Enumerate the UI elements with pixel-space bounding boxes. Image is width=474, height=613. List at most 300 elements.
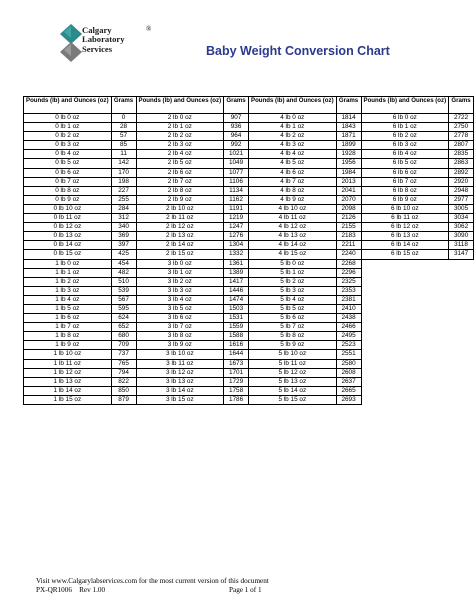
- weight-lb-oz-cell: 0 lb 0 oz: [24, 114, 112, 123]
- weight-lb-oz-cell: 1 lb 14 oz: [24, 386, 112, 395]
- weight-grams-cell: 2693: [336, 395, 361, 404]
- weight-lb-oz-cell: 5 lb 1 oz: [249, 268, 337, 277]
- weight-lb-oz-cell: 4 lb 7 oz: [249, 177, 337, 186]
- weight-grams-cell: 2523: [336, 341, 361, 350]
- weight-grams-cell: 765: [111, 359, 136, 368]
- column-header-pounds-ounces: Pounds (lb) and Ounces (oz): [249, 97, 337, 114]
- column-header-pounds-ounces: Pounds (lb) and Ounces (oz): [136, 97, 224, 114]
- table-row: [24, 395, 474, 404]
- weight-grams-cell: 1814: [336, 114, 361, 123]
- weight-lb-oz-cell: 4 lb 6 oz: [249, 168, 337, 177]
- weight-grams-cell: 425: [111, 250, 136, 259]
- weight-grams-cell: 0: [111, 114, 136, 123]
- weight-lb-oz-cell: 5 lb 13 oz: [249, 377, 337, 386]
- weight-lb-oz-cell: 2 lb 14 oz: [136, 241, 224, 250]
- weight-grams-cell: 340: [111, 223, 136, 232]
- weight-lb-oz-cell: 0 lb 6 oz: [24, 168, 112, 177]
- table-row: [24, 368, 474, 377]
- column-header-pounds-ounces: Pounds (lb) and Ounces (oz): [24, 97, 112, 114]
- weight-grams-cell: 2070: [336, 195, 361, 204]
- weight-lb-oz-cell: 0 lb 5 oz: [24, 159, 112, 168]
- weight-lb-oz-cell: 4 lb 5 oz: [249, 159, 337, 168]
- weight-lb-oz-cell: 1 lb 8 oz: [24, 332, 112, 341]
- weight-grams-cell: 312: [111, 214, 136, 223]
- weight-lb-oz-cell: 6 lb 5 oz: [361, 159, 449, 168]
- weight-grams-cell: 2637: [336, 377, 361, 386]
- weight-grams-cell: 2155: [336, 223, 361, 232]
- weight-lb-oz-cell: 3 lb 14 oz: [136, 386, 224, 395]
- weight-lb-oz-cell: 3 lb 2 oz: [136, 277, 224, 286]
- table-row: [24, 359, 474, 368]
- weight-lb-oz-cell: 3 lb 12 oz: [136, 368, 224, 377]
- table-row: [24, 123, 474, 132]
- column-header-grams: Grams: [449, 97, 474, 114]
- weight-grams-cell: 964: [224, 132, 249, 141]
- weight-grams-cell: 737: [111, 350, 136, 359]
- weight-lb-oz-cell: 0 lb 1 oz: [24, 123, 112, 132]
- weight-grams-cell: 2750: [449, 123, 474, 132]
- column-header-grams: Grams: [224, 97, 249, 114]
- weight-grams-cell: 1219: [224, 214, 249, 223]
- empty-cell: [449, 314, 474, 323]
- weight-grams-cell: 2126: [336, 214, 361, 223]
- weight-lb-oz-cell: 5 lb 6 oz: [249, 314, 337, 323]
- weight-lb-oz-cell: 2 lb 7 oz: [136, 177, 224, 186]
- weight-grams-cell: 879: [111, 395, 136, 404]
- table-row: [24, 377, 474, 386]
- weight-grams-cell: 2268: [336, 259, 361, 268]
- weight-lb-oz-cell: 3 lb 13 oz: [136, 377, 224, 386]
- weight-grams-cell: 2948: [449, 186, 474, 195]
- empty-cell: [449, 259, 474, 268]
- weight-lb-oz-cell: 2 lb 4 oz: [136, 150, 224, 159]
- weight-lb-oz-cell: 4 lb 2 oz: [249, 132, 337, 141]
- weight-lb-oz-cell: 2 lb 12 oz: [136, 223, 224, 232]
- weight-grams-cell: 1077: [224, 168, 249, 177]
- weight-lb-oz-cell: 1 lb 12 oz: [24, 368, 112, 377]
- empty-cell: [449, 295, 474, 304]
- weight-lb-oz-cell: 1 lb 13 oz: [24, 377, 112, 386]
- empty-cell: [361, 359, 449, 368]
- weight-grams-cell: 822: [111, 377, 136, 386]
- weight-lb-oz-cell: 6 lb 14 oz: [361, 241, 449, 250]
- empty-cell: [361, 277, 449, 286]
- weight-lb-oz-cell: 1 lb 7 oz: [24, 323, 112, 332]
- weight-lb-oz-cell: 5 lb 14 oz: [249, 386, 337, 395]
- weight-grams-cell: 1304: [224, 241, 249, 250]
- weight-lb-oz-cell: 2 lb 15 oz: [136, 250, 224, 259]
- table-body: [24, 114, 474, 405]
- weight-grams-cell: 1871: [336, 132, 361, 141]
- weight-lb-oz-cell: 6 lb 11 oz: [361, 214, 449, 223]
- column-header-grams: Grams: [111, 97, 136, 114]
- weight-grams-cell: 1247: [224, 223, 249, 232]
- weight-grams-cell: 1503: [224, 304, 249, 313]
- empty-cell: [361, 259, 449, 268]
- weight-grams-cell: 1162: [224, 195, 249, 204]
- weight-grams-cell: 1049: [224, 159, 249, 168]
- weight-lb-oz-cell: 0 lb 10 oz: [24, 204, 112, 213]
- weight-lb-oz-cell: 3 lb 0 oz: [136, 259, 224, 268]
- empty-cell: [361, 395, 449, 404]
- weight-grams-cell: 539: [111, 286, 136, 295]
- weight-lb-oz-cell: 2 lb 1 oz: [136, 123, 224, 132]
- weight-lb-oz-cell: 4 lb 15 oz: [249, 250, 337, 259]
- empty-cell: [449, 350, 474, 359]
- empty-cell: [449, 323, 474, 332]
- weight-lb-oz-cell: 6 lb 1 oz: [361, 123, 449, 132]
- weight-grams-cell: 1332: [224, 250, 249, 259]
- weight-grams-cell: 1616: [224, 341, 249, 350]
- page-title: Baby Weight Conversion Chart: [206, 44, 390, 58]
- weight-lb-oz-cell: 6 lb 12 oz: [361, 223, 449, 232]
- weight-grams-cell: 1191: [224, 204, 249, 213]
- weight-grams-cell: 1559: [224, 323, 249, 332]
- weight-lb-oz-cell: 5 lb 0 oz: [249, 259, 337, 268]
- weight-lb-oz-cell: 3 lb 6 oz: [136, 314, 224, 323]
- weight-grams-cell: 652: [111, 323, 136, 332]
- weight-lb-oz-cell: 3 lb 8 oz: [136, 332, 224, 341]
- registered-mark: ®: [146, 25, 152, 33]
- table-row: [24, 186, 474, 195]
- empty-cell: [449, 277, 474, 286]
- weight-grams-cell: 3005: [449, 204, 474, 213]
- weight-lb-oz-cell: 4 lb 13 oz: [249, 232, 337, 241]
- weight-lb-oz-cell: 4 lb 4 oz: [249, 150, 337, 159]
- empty-cell: [361, 295, 449, 304]
- weight-lb-oz-cell: 4 lb 8 oz: [249, 186, 337, 195]
- weight-grams-cell: 2098: [336, 204, 361, 213]
- weight-grams-cell: 2977: [449, 195, 474, 204]
- weight-grams-cell: 1786: [224, 395, 249, 404]
- table-row: [24, 141, 474, 150]
- weight-lb-oz-cell: 3 lb 9 oz: [136, 341, 224, 350]
- weight-grams-cell: 1588: [224, 332, 249, 341]
- table-row: [24, 132, 474, 141]
- weight-grams-cell: 2240: [336, 250, 361, 259]
- empty-cell: [449, 359, 474, 368]
- weight-lb-oz-cell: 2 lb 0 oz: [136, 114, 224, 123]
- weight-lb-oz-cell: 0 lb 2 oz: [24, 132, 112, 141]
- table-row: [24, 386, 474, 395]
- weight-lb-oz-cell: 4 lb 0 oz: [249, 114, 337, 123]
- weight-lb-oz-cell: 5 lb 9 oz: [249, 341, 337, 350]
- weight-grams-cell: 1417: [224, 277, 249, 286]
- weight-grams-cell: 936: [224, 123, 249, 132]
- weight-grams-cell: 2325: [336, 277, 361, 286]
- table-row: [24, 268, 474, 277]
- weight-grams-cell: 1843: [336, 123, 361, 132]
- weight-lb-oz-cell: 1 lb 1 oz: [24, 268, 112, 277]
- weight-lb-oz-cell: 5 lb 5 oz: [249, 304, 337, 313]
- table-row: [24, 350, 474, 359]
- weight-grams-cell: 11: [111, 150, 136, 159]
- weight-lb-oz-cell: 6 lb 6 oz: [361, 168, 449, 177]
- weight-lb-oz-cell: 5 lb 10 oz: [249, 350, 337, 359]
- logo-line: Calgary: [82, 25, 112, 35]
- weight-grams-cell: 2183: [336, 232, 361, 241]
- weight-lb-oz-cell: 4 lb 9 oz: [249, 195, 337, 204]
- weight-grams-cell: 1276: [224, 232, 249, 241]
- weight-grams-cell: 1531: [224, 314, 249, 323]
- weight-lb-oz-cell: 6 lb 2 oz: [361, 132, 449, 141]
- weight-grams-cell: 1361: [224, 259, 249, 268]
- weight-lb-oz-cell: 0 lb 15 oz: [24, 250, 112, 259]
- weight-grams-cell: 1758: [224, 386, 249, 395]
- empty-cell: [361, 304, 449, 313]
- weight-grams-cell: 3147: [449, 250, 474, 259]
- weight-lb-oz-cell: 3 lb 7 oz: [136, 323, 224, 332]
- weight-grams-cell: 2608: [336, 368, 361, 377]
- footer: [36, 577, 336, 595]
- table-row: [24, 332, 474, 341]
- weight-grams-cell: 454: [111, 259, 136, 268]
- weight-grams-cell: 2438: [336, 314, 361, 323]
- weight-lb-oz-cell: 1 lb 9 oz: [24, 341, 112, 350]
- weight-grams-cell: 198: [111, 177, 136, 186]
- weight-grams-cell: 2722: [449, 114, 474, 123]
- weight-grams-cell: 595: [111, 304, 136, 313]
- empty-cell: [361, 268, 449, 277]
- weight-grams-cell: 850: [111, 386, 136, 395]
- empty-cell: [361, 286, 449, 295]
- weight-lb-oz-cell: 4 lb 11 oz: [249, 214, 337, 223]
- empty-cell: [361, 368, 449, 377]
- weight-lb-oz-cell: 6 lb 15 oz: [361, 250, 449, 259]
- weight-lb-oz-cell: 2 lb 2 oz: [136, 132, 224, 141]
- empty-cell: [361, 323, 449, 332]
- weight-lb-oz-cell: 4 lb 12 oz: [249, 223, 337, 232]
- table-row: [24, 168, 474, 177]
- weight-grams-cell: 2551: [336, 350, 361, 359]
- weight-grams-cell: 255: [111, 195, 136, 204]
- column-header-grams: Grams: [336, 97, 361, 114]
- weight-grams-cell: 482: [111, 268, 136, 277]
- weight-grams-cell: 369: [111, 232, 136, 241]
- weight-lb-oz-cell: 1 lb 6 oz: [24, 314, 112, 323]
- weight-grams-cell: 2353: [336, 286, 361, 295]
- logo-text: [82, 26, 125, 54]
- weight-lb-oz-cell: 1 lb 4 oz: [24, 295, 112, 304]
- weight-grams-cell: 397: [111, 241, 136, 250]
- empty-cell: [449, 304, 474, 313]
- weight-lb-oz-cell: 2 lb 10 oz: [136, 204, 224, 213]
- weight-lb-oz-cell: 5 lb 12 oz: [249, 368, 337, 377]
- weight-lb-oz-cell: 1 lb 11 oz: [24, 359, 112, 368]
- empty-cell: [449, 368, 474, 377]
- weight-grams-cell: 170: [111, 168, 136, 177]
- weight-grams-cell: 3090: [449, 232, 474, 241]
- weight-grams-cell: 2211: [336, 241, 361, 250]
- weight-lb-oz-cell: 0 lb 4 oz: [24, 150, 112, 159]
- weight-lb-oz-cell: 4 lb 10 oz: [249, 204, 337, 213]
- weight-lb-oz-cell: 5 lb 7 oz: [249, 323, 337, 332]
- weight-grams-cell: 3118: [449, 241, 474, 250]
- weight-lb-oz-cell: 0 lb 12 oz: [24, 223, 112, 232]
- empty-cell: [449, 332, 474, 341]
- empty-cell: [449, 395, 474, 404]
- weight-lb-oz-cell: 0 lb 8 oz: [24, 186, 112, 195]
- weight-grams-cell: 3062: [449, 223, 474, 232]
- weight-lb-oz-cell: 0 lb 7 oz: [24, 177, 112, 186]
- weight-grams-cell: 2410: [336, 304, 361, 313]
- table-row: [24, 195, 474, 204]
- conversion-table: [23, 96, 474, 405]
- empty-cell: [449, 268, 474, 277]
- weight-lb-oz-cell: 3 lb 5 oz: [136, 304, 224, 313]
- weight-lb-oz-cell: 1 lb 5 oz: [24, 304, 112, 313]
- weight-lb-oz-cell: 5 lb 15 oz: [249, 395, 337, 404]
- weight-grams-cell: 2495: [336, 332, 361, 341]
- weight-grams-cell: 2807: [449, 141, 474, 150]
- weight-grams-cell: 1701: [224, 368, 249, 377]
- weight-grams-cell: 1021: [224, 150, 249, 159]
- weight-lb-oz-cell: 6 lb 4 oz: [361, 150, 449, 159]
- table-row: [24, 177, 474, 186]
- weight-grams-cell: 680: [111, 332, 136, 341]
- weight-grams-cell: 907: [224, 114, 249, 123]
- weight-lb-oz-cell: 5 lb 4 oz: [249, 295, 337, 304]
- weight-grams-cell: 57: [111, 132, 136, 141]
- weight-grams-cell: 1106: [224, 177, 249, 186]
- weight-lb-oz-cell: 6 lb 8 oz: [361, 186, 449, 195]
- weight-grams-cell: 2580: [336, 359, 361, 368]
- table-row: [24, 204, 474, 213]
- logo-mark-icon: [58, 22, 84, 74]
- table-header-row: [24, 97, 474, 114]
- weight-lb-oz-cell: 6 lb 7 oz: [361, 177, 449, 186]
- weight-lb-oz-cell: 6 lb 9 oz: [361, 195, 449, 204]
- weight-grams-cell: 1984: [336, 168, 361, 177]
- weight-grams-cell: 709: [111, 341, 136, 350]
- weight-lb-oz-cell: 2 lb 8 oz: [136, 186, 224, 195]
- logo-line: Laboratory: [82, 34, 125, 45]
- weight-grams-cell: 227: [111, 186, 136, 195]
- empty-cell: [361, 350, 449, 359]
- table-row: [24, 250, 474, 259]
- weight-lb-oz-cell: 6 lb 13 oz: [361, 232, 449, 241]
- weight-grams-cell: 1928: [336, 150, 361, 159]
- weight-lb-oz-cell: 0 lb 11 oz: [24, 214, 112, 223]
- weight-grams-cell: 28: [111, 123, 136, 132]
- table-row: [24, 295, 474, 304]
- weight-lb-oz-cell: 4 lb 14 oz: [249, 241, 337, 250]
- weight-lb-oz-cell: 2 lb 13 oz: [136, 232, 224, 241]
- weight-grams-cell: 1134: [224, 186, 249, 195]
- weight-lb-oz-cell: 3 lb 3 oz: [136, 286, 224, 295]
- table-row: [24, 286, 474, 295]
- weight-lb-oz-cell: 2 lb 11 oz: [136, 214, 224, 223]
- empty-cell: [449, 377, 474, 386]
- weight-lb-oz-cell: 6 lb 3 oz: [361, 141, 449, 150]
- weight-grams-cell: 624: [111, 314, 136, 323]
- document-id: PX-QR1006 Rev 1.00: [36, 586, 106, 594]
- weight-grams-cell: 992: [224, 141, 249, 150]
- weight-grams-cell: 142: [111, 159, 136, 168]
- logo-line: Services: [82, 43, 113, 54]
- column-header-pounds-ounces: Pounds (lb) and Ounces (oz): [361, 97, 449, 114]
- weight-grams-cell: 2466: [336, 323, 361, 332]
- weight-grams-cell: 2920: [449, 177, 474, 186]
- weight-grams-cell: 2381: [336, 295, 361, 304]
- weight-grams-cell: 2778: [449, 132, 474, 141]
- weight-lb-oz-cell: 0 lb 13 oz: [24, 232, 112, 241]
- weight-grams-cell: 3034: [449, 214, 474, 223]
- weight-grams-cell: 567: [111, 295, 136, 304]
- weight-grams-cell: 2665: [336, 386, 361, 395]
- weight-lb-oz-cell: 6 lb 10 oz: [361, 204, 449, 213]
- empty-cell: [449, 286, 474, 295]
- weight-grams-cell: 284: [111, 204, 136, 213]
- weight-lb-oz-cell: 5 lb 3 oz: [249, 286, 337, 295]
- weight-lb-oz-cell: 2 lb 6 oz: [136, 168, 224, 177]
- empty-cell: [449, 341, 474, 350]
- weight-grams-cell: 2892: [449, 168, 474, 177]
- weight-grams-cell: 2835: [449, 150, 474, 159]
- weight-grams-cell: 1389: [224, 268, 249, 277]
- weight-lb-oz-cell: 4 lb 1 oz: [249, 123, 337, 132]
- weight-grams-cell: 1956: [336, 159, 361, 168]
- weight-lb-oz-cell: 1 lb 0 oz: [24, 259, 112, 268]
- table-row: [24, 314, 474, 323]
- table-row: [24, 259, 474, 268]
- weight-grams-cell: 1474: [224, 295, 249, 304]
- weight-lb-oz-cell: 5 lb 2 oz: [249, 277, 337, 286]
- weight-grams-cell: 2041: [336, 186, 361, 195]
- table-row: [24, 223, 474, 232]
- weight-lb-oz-cell: 3 lb 1 oz: [136, 268, 224, 277]
- table-row: [24, 150, 474, 159]
- table-row: [24, 159, 474, 168]
- table-row: [24, 114, 474, 123]
- weight-grams-cell: 2296: [336, 268, 361, 277]
- empty-cell: [361, 332, 449, 341]
- weight-lb-oz-cell: 1 lb 10 oz: [24, 350, 112, 359]
- company-logo: [58, 22, 152, 78]
- weight-lb-oz-cell: 5 lb 8 oz: [249, 332, 337, 341]
- weight-lb-oz-cell: 4 lb 3 oz: [249, 141, 337, 150]
- weight-grams-cell: 1446: [224, 286, 249, 295]
- weight-grams-cell: 1729: [224, 377, 249, 386]
- weight-lb-oz-cell: 0 lb 3 oz: [24, 141, 112, 150]
- weight-grams-cell: 1673: [224, 359, 249, 368]
- empty-cell: [449, 386, 474, 395]
- weight-grams-cell: 2013: [336, 177, 361, 186]
- footer-website-note: Visit www.Calgarylabservices.com for the most current version of this document: [36, 577, 269, 585]
- weight-lb-oz-cell: 3 lb 10 oz: [136, 350, 224, 359]
- weight-lb-oz-cell: 2 lb 9 oz: [136, 195, 224, 204]
- weight-lb-oz-cell: 1 lb 2 oz: [24, 277, 112, 286]
- weight-grams-cell: 794: [111, 368, 136, 377]
- table-row: [24, 323, 474, 332]
- weight-lb-oz-cell: 2 lb 3 oz: [136, 141, 224, 150]
- table-row: [24, 341, 474, 350]
- weight-lb-oz-cell: 2 lb 5 oz: [136, 159, 224, 168]
- empty-cell: [361, 386, 449, 395]
- empty-cell: [361, 314, 449, 323]
- weight-grams-cell: 1644: [224, 350, 249, 359]
- weight-lb-oz-cell: 3 lb 4 oz: [136, 295, 224, 304]
- weight-lb-oz-cell: 1 lb 3 oz: [24, 286, 112, 295]
- weight-lb-oz-cell: 1 lb 15 oz: [24, 395, 112, 404]
- weight-lb-oz-cell: 3 lb 11 oz: [136, 359, 224, 368]
- weight-grams-cell: 510: [111, 277, 136, 286]
- page-number: Page 1 of 1: [229, 586, 262, 594]
- table-row: [24, 304, 474, 313]
- table-row: [24, 214, 474, 223]
- table-row: [24, 277, 474, 286]
- weight-grams-cell: 1899: [336, 141, 361, 150]
